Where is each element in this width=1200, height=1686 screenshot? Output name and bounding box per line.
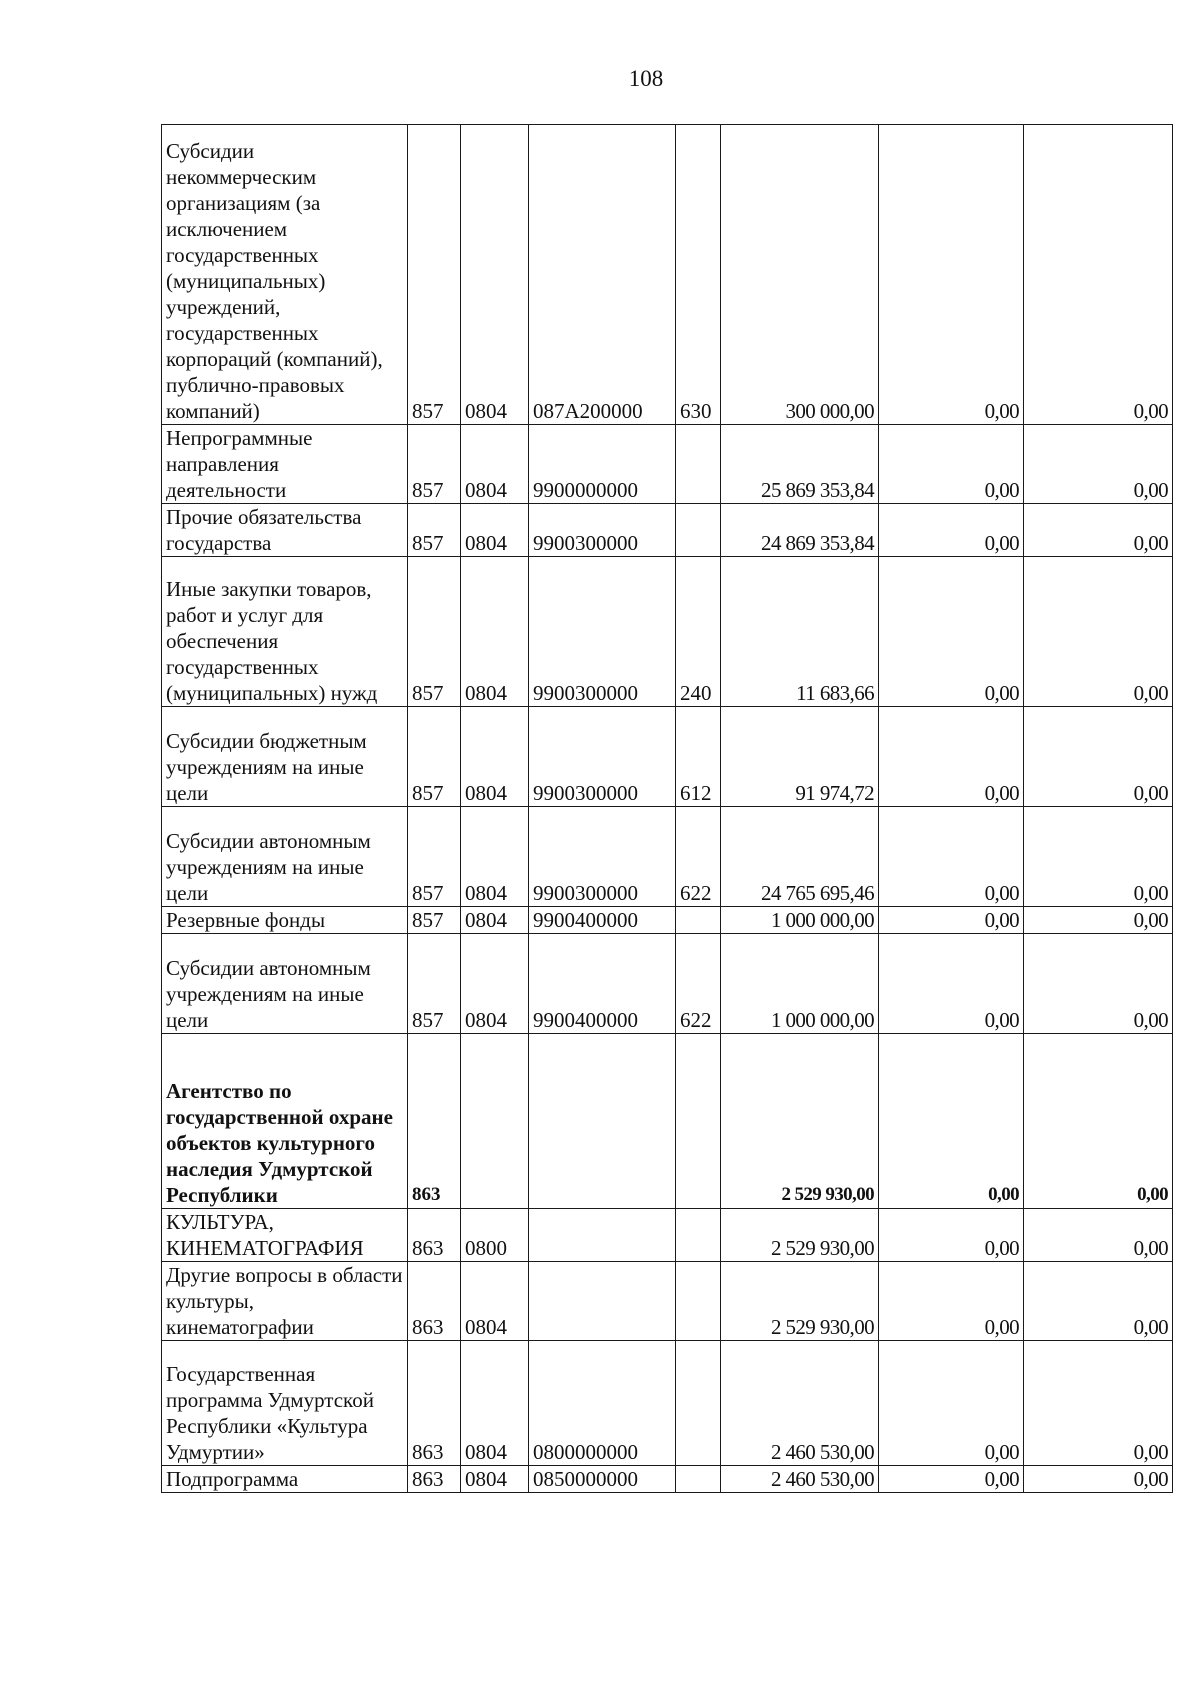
expense-type-cell (676, 907, 721, 934)
section-code-cell: 0804 (461, 504, 529, 557)
row-name-cell: Резервные фонды (162, 907, 408, 934)
target-article-cell: 0850000000 (529, 1466, 676, 1493)
section-code-cell: 0804 (461, 425, 529, 504)
target-article-cell (529, 1034, 676, 1209)
amount-year1-cell: 300 000,00 (721, 125, 879, 425)
amount-year2-cell: 0,00 (879, 1034, 1024, 1209)
table-row (162, 707, 1173, 807)
target-article-cell: 9900300000 (529, 707, 676, 807)
row-name-cell: Прочие обязательства государства (162, 504, 408, 557)
amount-year1-cell: 2 529 930,00 (721, 1262, 879, 1341)
ministry-code-cell: 857 (408, 125, 461, 425)
row-name-cell: Агентство по государственной охране объектов культурного наследия Удмуртской Республики (162, 1034, 408, 1209)
amount-year2-cell: 0,00 (879, 1341, 1024, 1466)
section-code-cell: 0804 (461, 557, 529, 707)
table-row (162, 1209, 1173, 1262)
amount-year1-cell: 24 869 353,84 (721, 504, 879, 557)
ministry-code-cell: 857 (408, 557, 461, 707)
target-article-cell: 9900000000 (529, 425, 676, 504)
budget-table (161, 124, 1173, 1493)
table-row (162, 807, 1173, 907)
amount-year1-cell: 2 529 930,00 (721, 1034, 879, 1209)
amount-year2-cell: 0,00 (879, 125, 1024, 425)
amount-year1-cell: 2 460 530,00 (721, 1341, 879, 1466)
amount-year1-cell: 1 000 000,00 (721, 907, 879, 934)
row-name-cell: Другие вопросы в области культуры, кинематографии (162, 1262, 408, 1341)
amount-year3-cell: 0,00 (1024, 504, 1173, 557)
amount-year2-cell: 0,00 (879, 1466, 1024, 1493)
amount-year2-cell: 0,00 (879, 504, 1024, 557)
amount-year3-cell: 0,00 (1024, 707, 1173, 807)
section-code-cell: 0800 (461, 1209, 529, 1262)
expense-type-cell: 612 (676, 707, 721, 807)
amount-year1-cell: 1 000 000,00 (721, 934, 879, 1034)
expense-type-cell (676, 1034, 721, 1209)
amount-year1-cell: 25 869 353,84 (721, 425, 879, 504)
budget-table-body (162, 125, 1173, 1493)
ministry-code-cell: 863 (408, 1341, 461, 1466)
section-code-cell (461, 1034, 529, 1209)
amount-year2-cell: 0,00 (879, 557, 1024, 707)
expense-type-cell (676, 1466, 721, 1493)
target-article-cell: 9900300000 (529, 807, 676, 907)
expense-type-cell (676, 425, 721, 504)
amount-year2-cell: 0,00 (879, 707, 1024, 807)
expense-type-cell: 240 (676, 557, 721, 707)
target-article-cell: 0800000000 (529, 1341, 676, 1466)
ministry-code-cell: 857 (408, 425, 461, 504)
target-article-cell: 9900400000 (529, 907, 676, 934)
section-code-cell: 0804 (461, 707, 529, 807)
section-code-cell: 0804 (461, 934, 529, 1034)
amount-year1-cell: 2 460 530,00 (721, 1466, 879, 1493)
section-code-cell: 0804 (461, 1262, 529, 1341)
amount-year2-cell: 0,00 (879, 907, 1024, 934)
amount-year2-cell: 0,00 (879, 1209, 1024, 1262)
expense-type-cell (676, 504, 721, 557)
table-row (162, 907, 1173, 934)
table-row (162, 1341, 1173, 1466)
section-code-cell: 0804 (461, 1466, 529, 1493)
expense-type-cell (676, 1341, 721, 1466)
expense-type-cell (676, 1209, 721, 1262)
ministry-code-cell: 857 (408, 907, 461, 934)
section-code-cell: 0804 (461, 125, 529, 425)
row-name-cell: Субсидии некоммерческим организациям (за исключением государственных (муниципальных) учреждений, государственных корпораций (компаний), публично-правовых компаний) (162, 125, 408, 425)
row-name-cell: Иные закупки товаров, работ и услуг для обеспечения государственных (муниципальных) нужд (162, 557, 408, 707)
page-number: 108 (628, 66, 664, 91)
amount-year3-cell: 0,00 (1024, 934, 1173, 1034)
amount-year2-cell: 0,00 (879, 1262, 1024, 1341)
amount-year3-cell: 0,00 (1024, 807, 1173, 907)
amount-year3-cell: 0,00 (1024, 1034, 1173, 1209)
expense-type-cell: 622 (676, 934, 721, 1034)
amount-year3-cell: 0,00 (1024, 907, 1173, 934)
amount-year2-cell: 0,00 (879, 934, 1024, 1034)
row-name-cell: Субсидии автономным учреждениям на иные цели (162, 807, 408, 907)
expense-type-cell (676, 1262, 721, 1341)
section-code-cell: 0804 (461, 907, 529, 934)
row-name-cell: Подпрограмма (162, 1466, 408, 1493)
amount-year2-cell: 0,00 (879, 807, 1024, 907)
table-row (162, 1262, 1173, 1341)
expense-type-cell: 622 (676, 807, 721, 907)
row-name-cell: Государственная программа Удмуртской Республики «Культура Удмуртии» (162, 1341, 408, 1466)
ministry-code-cell: 857 (408, 504, 461, 557)
row-name-cell: Субсидии автономным учреждениям на иные цели (162, 934, 408, 1034)
row-name-cell: Субсидии бюджетным учреждениям на иные цели (162, 707, 408, 807)
ministry-code-cell: 863 (408, 1466, 461, 1493)
amount-year2-cell: 0,00 (879, 425, 1024, 504)
ministry-code-cell: 863 (408, 1034, 461, 1209)
amount-year1-cell: 2 529 930,00 (721, 1209, 879, 1262)
amount-year1-cell: 91 974,72 (721, 707, 879, 807)
table-row (162, 934, 1173, 1034)
amount-year3-cell: 0,00 (1024, 425, 1173, 504)
ministry-code-cell: 857 (408, 934, 461, 1034)
amount-year3-cell: 0,00 (1024, 1341, 1173, 1466)
row-name-cell: Непрограммные направления деятельности (162, 425, 408, 504)
amount-year3-cell: 0,00 (1024, 1466, 1173, 1493)
ministry-code-cell: 857 (408, 707, 461, 807)
table-row (162, 1466, 1173, 1493)
table-row (162, 504, 1173, 557)
section-code-cell: 0804 (461, 807, 529, 907)
target-article-cell: 9900300000 (529, 557, 676, 707)
table-row (162, 1034, 1173, 1209)
amount-year1-cell: 11 683,66 (721, 557, 879, 707)
ministry-code-cell: 857 (408, 807, 461, 907)
amount-year3-cell: 0,00 (1024, 1209, 1173, 1262)
amount-year3-cell: 0,00 (1024, 1262, 1173, 1341)
section-code-cell: 0804 (461, 1341, 529, 1466)
ministry-code-cell: 863 (408, 1262, 461, 1341)
target-article-cell (529, 1209, 676, 1262)
target-article-cell: 9900300000 (529, 504, 676, 557)
table-row (162, 425, 1173, 504)
ministry-code-cell: 863 (408, 1209, 461, 1262)
amount-year3-cell: 0,00 (1024, 125, 1173, 425)
row-name-cell: КУЛЬТУРА, КИНЕМАТОГРАФИЯ (162, 1209, 408, 1262)
amount-year1-cell: 24 765 695,46 (721, 807, 879, 907)
target-article-cell: 9900400000 (529, 934, 676, 1034)
expense-type-cell: 630 (676, 125, 721, 425)
amount-year3-cell: 0,00 (1024, 557, 1173, 707)
table-row (162, 557, 1173, 707)
target-article-cell (529, 1262, 676, 1341)
target-article-cell: 087А200000 (529, 125, 676, 425)
table-row (162, 125, 1173, 425)
